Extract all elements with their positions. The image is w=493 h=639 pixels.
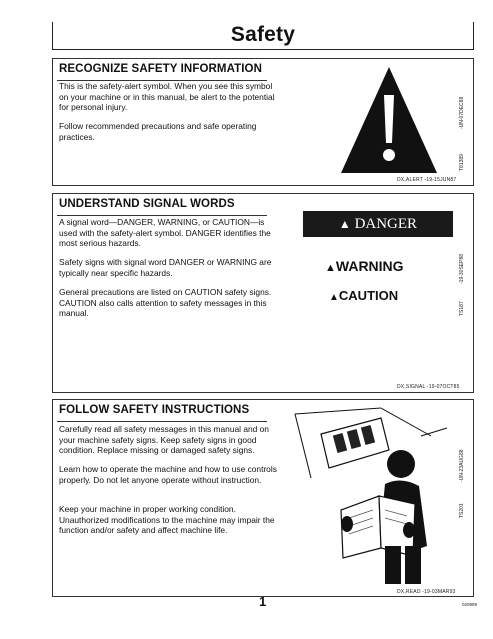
paragraph: Learn how to operate the machine and how to use controls properly. Do not let anyone operate without instruction. (59, 464, 277, 485)
section-heading: FOLLOW SAFETY INSTRUCTIONS (59, 404, 250, 416)
danger-sign (303, 211, 453, 237)
alert-symbol-icon: ▲ (325, 262, 336, 274)
alert-symbol-icon: ▲ (338, 217, 351, 231)
heading-rule (57, 215, 267, 216)
caution-sign (329, 288, 398, 303)
danger-label: DANGER (354, 216, 418, 232)
section-follow-instructions (52, 399, 474, 597)
section-heading: UNDERSTAND SIGNAL WORDS (59, 198, 235, 210)
page-number: 1 (259, 594, 267, 609)
paragraph: General precautions are listed on CAUTION safety signs. CAUTION also calls attention to safety messages in this manual. (59, 287, 272, 319)
safety-alert-triangle-icon (339, 65, 439, 175)
section-heading: RECOGNIZE SAFETY INFORMATION (59, 63, 262, 75)
footer-code: DX,ALERT -19-15JUN87 (397, 177, 457, 183)
footer-code: DX,READ -19-03MAR93 (397, 589, 456, 595)
heading-rule (57, 421, 267, 422)
warning-label: WARNING (335, 258, 404, 274)
footer-code: DX,SIGNAL -19-07OCT85 (397, 384, 460, 390)
alert-symbol-icon: ▲ (329, 292, 339, 303)
warning-sign (325, 258, 404, 274)
paragraph: Carefully read all safety messages in this manual and on your machine safety signs. Keep safety signs in good condition. Replace missing or damaged safety signs. (59, 424, 269, 456)
page-code: 020999 (462, 602, 478, 607)
section-recognize-safety (52, 58, 474, 186)
figure-ref: -19-30SEP88 (459, 253, 465, 284)
page-title-bar (52, 22, 474, 50)
figure-ref: -UN-23AUG88 (459, 449, 465, 482)
page-title: Safety (230, 23, 296, 46)
paragraph: This is the safety-alert symbol. When you see this symbol on your machine or in this manual, be alert to the potential for personal injury. (59, 81, 275, 113)
section-signal-words (52, 193, 474, 393)
figure-id: T81389 (459, 154, 465, 171)
paragraph: Follow recommended precautions and safe operating practices. (59, 121, 257, 142)
paragraph: Safety signs with signal word DANGER or WARNING are typically near specific hazards. (59, 257, 272, 278)
figure-id: TS187 (459, 301, 465, 316)
figure-ref: -UN-07DEC88 (459, 96, 465, 129)
figure-id: TS201 (459, 503, 465, 518)
paragraph: A signal word—DANGER, WARNING, or CAUTION—is used with the safety-alert symbol. DANGER identifies the most serious hazards. (59, 217, 271, 249)
caution-label: CAUTION (338, 288, 399, 303)
paragraph: Keep your machine in proper working condition. Unauthorized modifications to the machine may impair the function and/or safety and affect machine life. (59, 504, 275, 536)
person-reading-manual-illustration (281, 406, 449, 586)
